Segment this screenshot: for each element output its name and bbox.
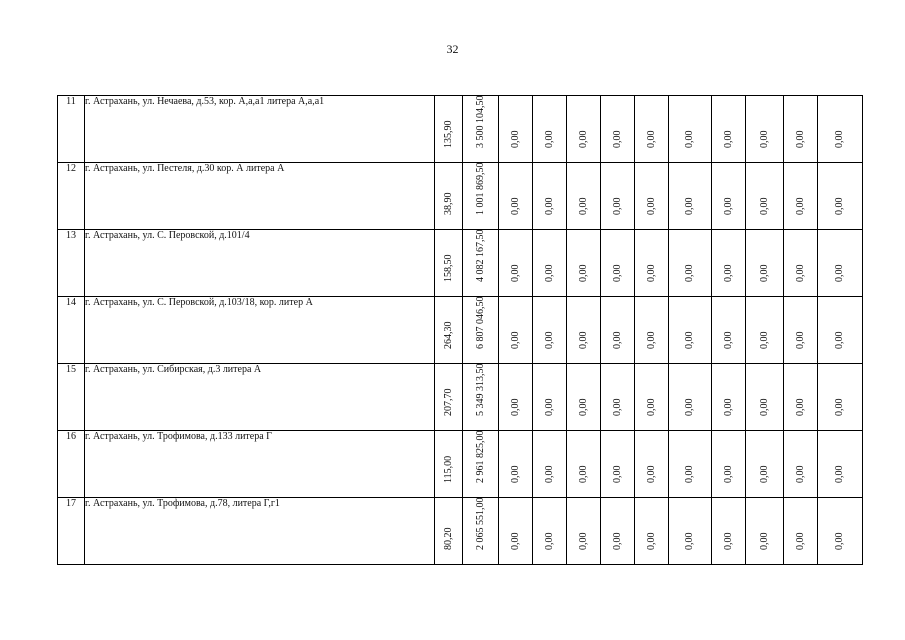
zero-value-cell [784, 230, 818, 297]
address-cell: г. Астрахань, ул. Нечаева, д.53, кор. А,а,а1 литера А,а,а1 [85, 96, 435, 163]
area-value: 115,00 [442, 455, 454, 483]
zero-value: 0,00 [794, 197, 806, 215]
zero-value-cell [635, 96, 669, 163]
zero-value-cell [567, 163, 601, 230]
zero-value-cell [499, 96, 533, 163]
zero-value: 0,00 [577, 532, 589, 550]
row-number: 15 [58, 364, 85, 431]
zero-value-cell [818, 230, 863, 297]
zero-value-cell [601, 96, 635, 163]
zero-value-cell [818, 297, 863, 364]
zero-value: 0,00 [834, 398, 845, 416]
amount-value: 1 001 869,50 [474, 162, 486, 215]
table-body [58, 96, 863, 565]
zero-value-cell [669, 498, 712, 565]
zero-value-cell [567, 96, 601, 163]
zero-value-cell [601, 230, 635, 297]
zero-value-cell [784, 96, 818, 163]
zero-value-cell [712, 498, 746, 565]
amount-value: 3 500 104,50 [474, 95, 486, 148]
zero-value: 0,00 [722, 331, 734, 349]
zero-value: 0,00 [794, 130, 806, 148]
table-row [58, 297, 863, 364]
zero-value: 0,00 [509, 197, 521, 215]
zero-value-cell [499, 431, 533, 498]
zero-value-cell [533, 498, 567, 565]
amount-value-cell [463, 163, 499, 230]
zero-value: 0,00 [611, 532, 623, 550]
amount-value-cell [463, 297, 499, 364]
zero-value: 0,00 [834, 197, 845, 215]
address-cell: г. Астрахань, ул. С. Перовской, д.103/18, кор. литер А [85, 297, 435, 364]
zero-value: 0,00 [645, 532, 657, 550]
address-cell: г. Астрахань, ул. Сибирская, д.3 литера А [85, 364, 435, 431]
zero-value-cell [635, 297, 669, 364]
area-value: 80,20 [442, 527, 454, 550]
zero-value-cell [712, 96, 746, 163]
area-value: 264,30 [442, 321, 454, 349]
zero-value: 0,00 [794, 532, 806, 550]
zero-value: 0,00 [645, 264, 657, 282]
area-value-cell [435, 498, 463, 565]
zero-value: 0,00 [611, 398, 623, 416]
zero-value-cell [567, 297, 601, 364]
amount-value: 6 807 046,50 [474, 296, 486, 349]
zero-value-cell [601, 163, 635, 230]
zero-value-cell [818, 163, 863, 230]
zero-value-cell [818, 364, 863, 431]
table-row [58, 96, 863, 163]
zero-value: 0,00 [684, 465, 695, 483]
area-value-cell [435, 297, 463, 364]
zero-value: 0,00 [543, 130, 555, 148]
zero-value: 0,00 [543, 465, 555, 483]
zero-value: 0,00 [611, 331, 623, 349]
zero-value-cell [712, 297, 746, 364]
zero-value-cell [712, 431, 746, 498]
zero-value: 0,00 [611, 465, 623, 483]
zero-value-cell [601, 431, 635, 498]
zero-value: 0,00 [509, 532, 521, 550]
table-row [58, 431, 863, 498]
amount-value: 2 065 551,00 [474, 497, 486, 550]
zero-value-cell [499, 297, 533, 364]
address-cell: г. Астрахань, ул. Трофимова, д.133 литера Г [85, 431, 435, 498]
zero-value: 0,00 [722, 465, 734, 483]
zero-value: 0,00 [645, 130, 657, 148]
zero-value-cell [746, 431, 784, 498]
area-value: 207,70 [442, 388, 454, 416]
zero-value: 0,00 [684, 532, 695, 550]
zero-value: 0,00 [684, 197, 695, 215]
amount-value-cell [463, 498, 499, 565]
area-value: 158,50 [442, 254, 454, 282]
zero-value: 0,00 [722, 130, 734, 148]
zero-value: 0,00 [611, 130, 623, 148]
zero-value: 0,00 [794, 264, 806, 282]
zero-value-cell [669, 230, 712, 297]
zero-value: 0,00 [758, 465, 770, 483]
zero-value-cell [746, 498, 784, 565]
zero-value: 0,00 [577, 398, 589, 416]
zero-value: 0,00 [758, 331, 770, 349]
zero-value-cell [533, 230, 567, 297]
area-value: 38,90 [442, 192, 454, 215]
zero-value-cell [784, 431, 818, 498]
zero-value-cell [635, 431, 669, 498]
zero-value-cell [712, 230, 746, 297]
zero-value: 0,00 [834, 532, 845, 550]
zero-value: 0,00 [794, 465, 806, 483]
zero-value: 0,00 [543, 264, 555, 282]
table-row [58, 498, 863, 565]
zero-value: 0,00 [611, 264, 623, 282]
zero-value-cell [567, 498, 601, 565]
zero-value-cell [712, 163, 746, 230]
address-cell: г. Астрахань, ул. Трофимова, д.78, литера Г,г1 [85, 498, 435, 565]
zero-value: 0,00 [645, 398, 657, 416]
zero-value-cell [601, 364, 635, 431]
zero-value-cell [746, 297, 784, 364]
zero-value-cell [601, 297, 635, 364]
zero-value: 0,00 [758, 398, 770, 416]
zero-value-cell [818, 96, 863, 163]
zero-value: 0,00 [684, 130, 695, 148]
zero-value-cell [784, 297, 818, 364]
zero-value: 0,00 [509, 398, 521, 416]
zero-value-cell [746, 230, 784, 297]
zero-value-cell [567, 364, 601, 431]
zero-value: 0,00 [509, 331, 521, 349]
zero-value-cell [712, 364, 746, 431]
table-row [58, 364, 863, 431]
zero-value: 0,00 [758, 197, 770, 215]
zero-value: 0,00 [722, 197, 734, 215]
zero-value-cell [533, 96, 567, 163]
zero-value: 0,00 [684, 398, 695, 416]
page-number: 32 [446, 42, 459, 56]
zero-value: 0,00 [758, 264, 770, 282]
zero-value-cell [533, 364, 567, 431]
zero-value: 0,00 [794, 398, 806, 416]
zero-value-cell [784, 498, 818, 565]
zero-value: 0,00 [577, 331, 589, 349]
zero-value: 0,00 [543, 197, 555, 215]
zero-value: 0,00 [684, 264, 695, 282]
amount-value-cell [463, 431, 499, 498]
zero-value: 0,00 [645, 197, 657, 215]
zero-value: 0,00 [684, 331, 695, 349]
zero-value-cell [533, 431, 567, 498]
zero-value-cell [669, 431, 712, 498]
registry-table [57, 95, 863, 565]
zero-value-cell [669, 163, 712, 230]
zero-value: 0,00 [577, 130, 589, 148]
zero-value-cell [635, 230, 669, 297]
zero-value-cell [669, 96, 712, 163]
zero-value: 0,00 [722, 398, 734, 416]
amount-value: 5 349 313,50 [474, 363, 486, 416]
zero-value: 0,00 [509, 264, 521, 282]
zero-value-cell [601, 498, 635, 565]
zero-value-cell [746, 96, 784, 163]
row-number: 17 [58, 498, 85, 565]
zero-value: 0,00 [722, 264, 734, 282]
zero-value: 0,00 [611, 197, 623, 215]
amount-value: 2 961 825,00 [474, 430, 486, 483]
row-number: 13 [58, 230, 85, 297]
zero-value-cell [669, 297, 712, 364]
zero-value: 0,00 [543, 532, 555, 550]
table-row [58, 230, 863, 297]
area-value-cell [435, 163, 463, 230]
zero-value: 0,00 [794, 331, 806, 349]
zero-value-cell [533, 297, 567, 364]
zero-value-cell [533, 163, 567, 230]
zero-value-cell [499, 498, 533, 565]
zero-value: 0,00 [509, 130, 521, 148]
zero-value-cell [499, 230, 533, 297]
zero-value: 0,00 [543, 331, 555, 349]
zero-value: 0,00 [834, 264, 845, 282]
amount-value-cell [463, 96, 499, 163]
zero-value-cell [784, 364, 818, 431]
zero-value: 0,00 [758, 532, 770, 550]
zero-value-cell [499, 163, 533, 230]
zero-value-cell [669, 364, 712, 431]
zero-value: 0,00 [722, 532, 734, 550]
zero-value: 0,00 [834, 465, 845, 483]
area-value-cell [435, 230, 463, 297]
zero-value: 0,00 [577, 465, 589, 483]
zero-value: 0,00 [645, 331, 657, 349]
zero-value: 0,00 [509, 465, 521, 483]
zero-value: 0,00 [758, 130, 770, 148]
row-number: 12 [58, 163, 85, 230]
zero-value-cell [746, 364, 784, 431]
row-number: 11 [58, 96, 85, 163]
zero-value-cell [818, 431, 863, 498]
amount-value-cell [463, 230, 499, 297]
zero-value: 0,00 [577, 264, 589, 282]
zero-value: 0,00 [543, 398, 555, 416]
amount-value: 4 082 167,50 [474, 229, 486, 282]
zero-value: 0,00 [577, 197, 589, 215]
area-value-cell [435, 96, 463, 163]
address-cell: г. Астрахань, ул. Пестеля, д.30 кор. А литера А [85, 163, 435, 230]
zero-value-cell [784, 163, 818, 230]
zero-value-cell [499, 364, 533, 431]
zero-value-cell [635, 498, 669, 565]
area-value-cell [435, 431, 463, 498]
zero-value-cell [567, 431, 601, 498]
zero-value: 0,00 [645, 465, 657, 483]
zero-value-cell [635, 163, 669, 230]
area-value: 135,90 [442, 120, 454, 148]
zero-value-cell [567, 230, 601, 297]
zero-value-cell [635, 364, 669, 431]
amount-value-cell [463, 364, 499, 431]
zero-value: 0,00 [834, 331, 845, 349]
row-number: 16 [58, 431, 85, 498]
row-number: 14 [58, 297, 85, 364]
zero-value-cell [746, 163, 784, 230]
table-row [58, 163, 863, 230]
zero-value-cell [818, 498, 863, 565]
zero-value: 0,00 [834, 130, 845, 148]
address-cell: г. Астрахань, ул. С. Перовской, д.101/4 [85, 230, 435, 297]
area-value-cell [435, 364, 463, 431]
